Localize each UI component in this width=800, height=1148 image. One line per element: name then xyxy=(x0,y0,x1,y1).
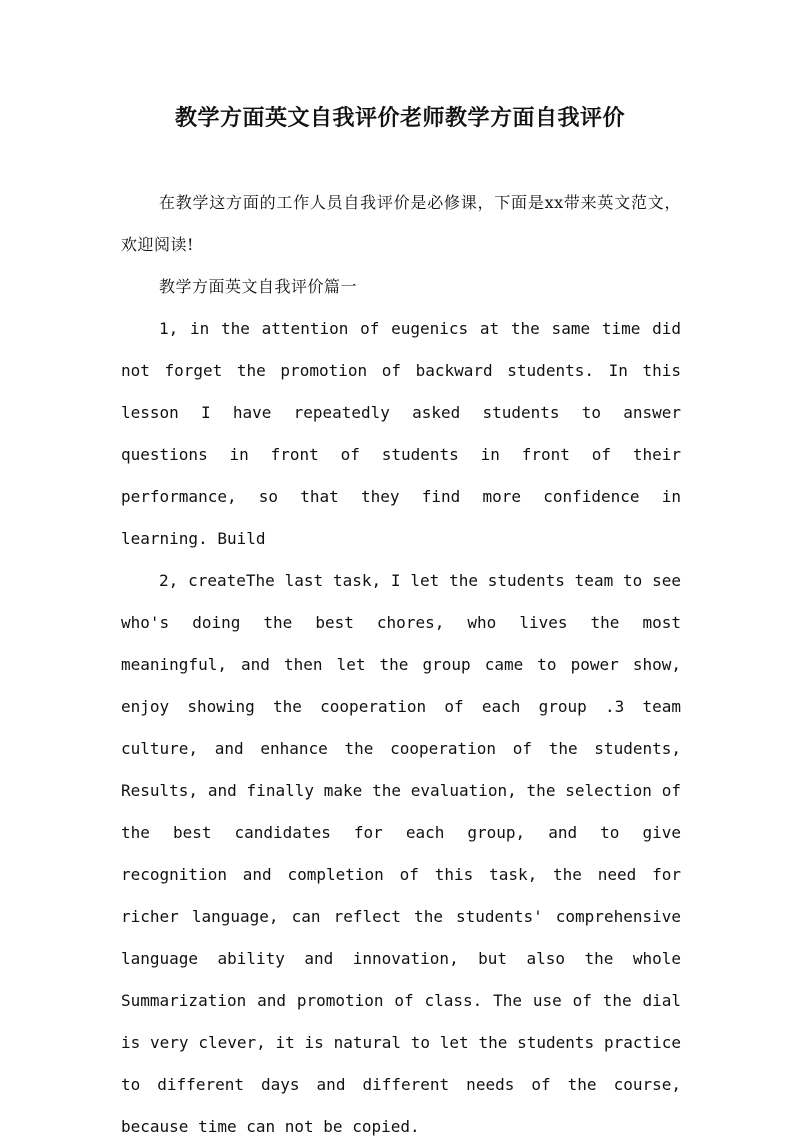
document-body xyxy=(121,182,681,1148)
body-paragraph-1: 1, in the attention of eugenics at the same time did not forget the promotion of backward students. In this lesson I have repeatedly asked students to answer questions in front of students in front of their performance, so that they find more confidence in learning. Build xyxy=(121,319,681,548)
document-title: 教学方面英文自我评价老师教学方面自我评价 xyxy=(174,105,625,131)
body-paragraph-2: 2, createThe last task, I let the students team to see who's doing the best chores, who lives the most meaningful, and then let the group came to power show, enjoy showing the cooperation of each group .3 team culture, and enhance the cooperation of the students, Results, and finally make the evaluation, the selection of the best candidates for each group, and to give recognition and completion of this task, the need for richer language, can reflect the students' comprehensive language ability and innovation, but also the whole Summarization and promotion of class. The use of the dial is very clever, it is natural to let the students practice to different days and different needs of the course, because time can not be copied. xyxy=(121,571,681,1136)
section-heading: 教学方面英文自我评价篇一 xyxy=(159,277,358,296)
intro-paragraph: 在教学这方面的工作人员自我评价是必修课，下面是xx带来英文范文，欢迎阅读! xyxy=(121,193,681,254)
